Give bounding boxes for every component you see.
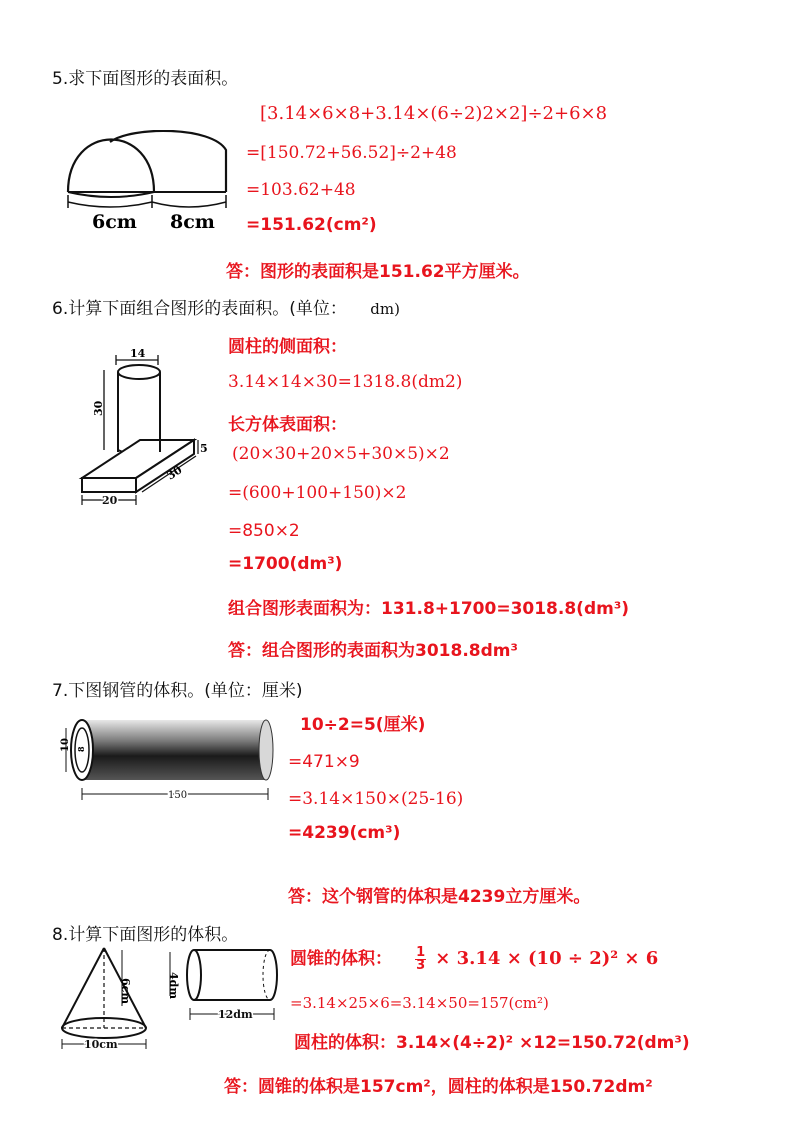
q8-cone-formula: × 3.14 × (10 ÷ 2)² × 6 [435, 948, 659, 969]
steel-pipe-figure [54, 714, 276, 810]
q6-solution-line-5: =1700(dm³) [228, 554, 343, 574]
q8-cone-formula-line [290, 944, 658, 972]
dim-cone-height: 6cm [119, 978, 132, 1004]
one-third-fraction [415, 947, 426, 972]
q6-heading-cylinder-lateral: 圆柱的侧面积： [228, 337, 347, 357]
q5-solution-line-1: [3.14×6×8+3.14×(6÷2)2×2]÷2+6×8 [260, 103, 608, 124]
question-5-title: 5.求下面图形的表面积。 [52, 69, 239, 89]
q8-answer: 答：圆锥的体积是157cm²，圆柱的体积是150.72dm² [224, 1077, 653, 1097]
composite-cylinder-cuboid-figure [76, 346, 222, 506]
cylinder-figure [162, 944, 280, 1030]
q6-solution-line-1: 3.14×14×30=1318.8(dm2) [228, 372, 463, 392]
dim-5: 5 [200, 442, 208, 455]
q5-answer: 答：图形的表面积是151.62平方厘米。 [226, 262, 530, 282]
dim-length-150: 150 [168, 790, 188, 801]
q6-solution-line-4: =850×2 [228, 521, 300, 541]
dim-30-depth: 30 [164, 463, 185, 483]
figure-label-8cm: 8cm [170, 211, 215, 233]
q8-cylinder-volume: 圆柱的体积：3.14×(4÷2)² ×12=150.72(dm³) [294, 1033, 690, 1053]
q6-solution-line-3: =(600+100+150)×2 [228, 483, 407, 503]
q5-solution-line-4: =151.62(cm²) [246, 215, 377, 235]
q6-answer: 答：组合图形的表面积为3018.8dm³ [228, 641, 518, 661]
q6-heading-cuboid-surface: 长方体表面积： [228, 415, 347, 435]
cone-figure [54, 944, 158, 1054]
q5-solution-line-3: =103.62+48 [246, 180, 356, 200]
dim-cylinder-diameter: 4dm [167, 972, 180, 999]
dim-cylinder-length: 12dm [218, 1008, 253, 1021]
q7-solution-line-2: =471×9 [288, 752, 360, 772]
question-6-title [52, 294, 400, 319]
q8-solution-line-2: =3.14×25×6=3.14×50=157(cm²) [290, 994, 549, 1012]
dim-20: 20 [102, 494, 118, 506]
q7-answer: 答：这个钢管的体积是4239立方厘米。 [288, 887, 591, 907]
figure-label-6cm: 6cm [92, 211, 137, 233]
q6-solution-line-2: (20×30+20×5+30×5)×2 [232, 444, 450, 464]
fraction-numerator: 1 [416, 945, 426, 960]
question-6-title-text: 6.计算下面组合图形的表面积。(单位： [52, 299, 347, 319]
dim-14: 14 [130, 347, 146, 360]
question-8-title: 8.计算下面图形的体积。 [52, 925, 239, 945]
half-cylinder-figure [62, 130, 234, 235]
dim-cone-diameter: 10cm [84, 1038, 118, 1051]
q7-solution-line-4: =4239(cm³) [288, 823, 401, 843]
q8-cone-label: 圆锥的体积： [290, 949, 392, 969]
q6-combined-surface: 组合图形表面积为：131.8+1700=3018.8(dm³) [228, 599, 630, 619]
fraction-denominator: 3 [416, 958, 426, 973]
dim-inner-8: 8 [76, 746, 86, 752]
q5-solution-line-2: =[150.72+56.52]÷2+48 [246, 143, 457, 163]
dim-outer-10: 10 [60, 738, 71, 752]
question-7-title: 7.下图钢管的体积。(单位：厘米) [52, 681, 303, 701]
q7-solution-line-3: =3.14×150×(25-16) [288, 789, 464, 809]
q7-solution-line-1: 10÷2=5(厘米) [300, 715, 426, 735]
question-6-unit: dm) [370, 300, 400, 318]
dim-30-height: 30 [92, 400, 105, 416]
